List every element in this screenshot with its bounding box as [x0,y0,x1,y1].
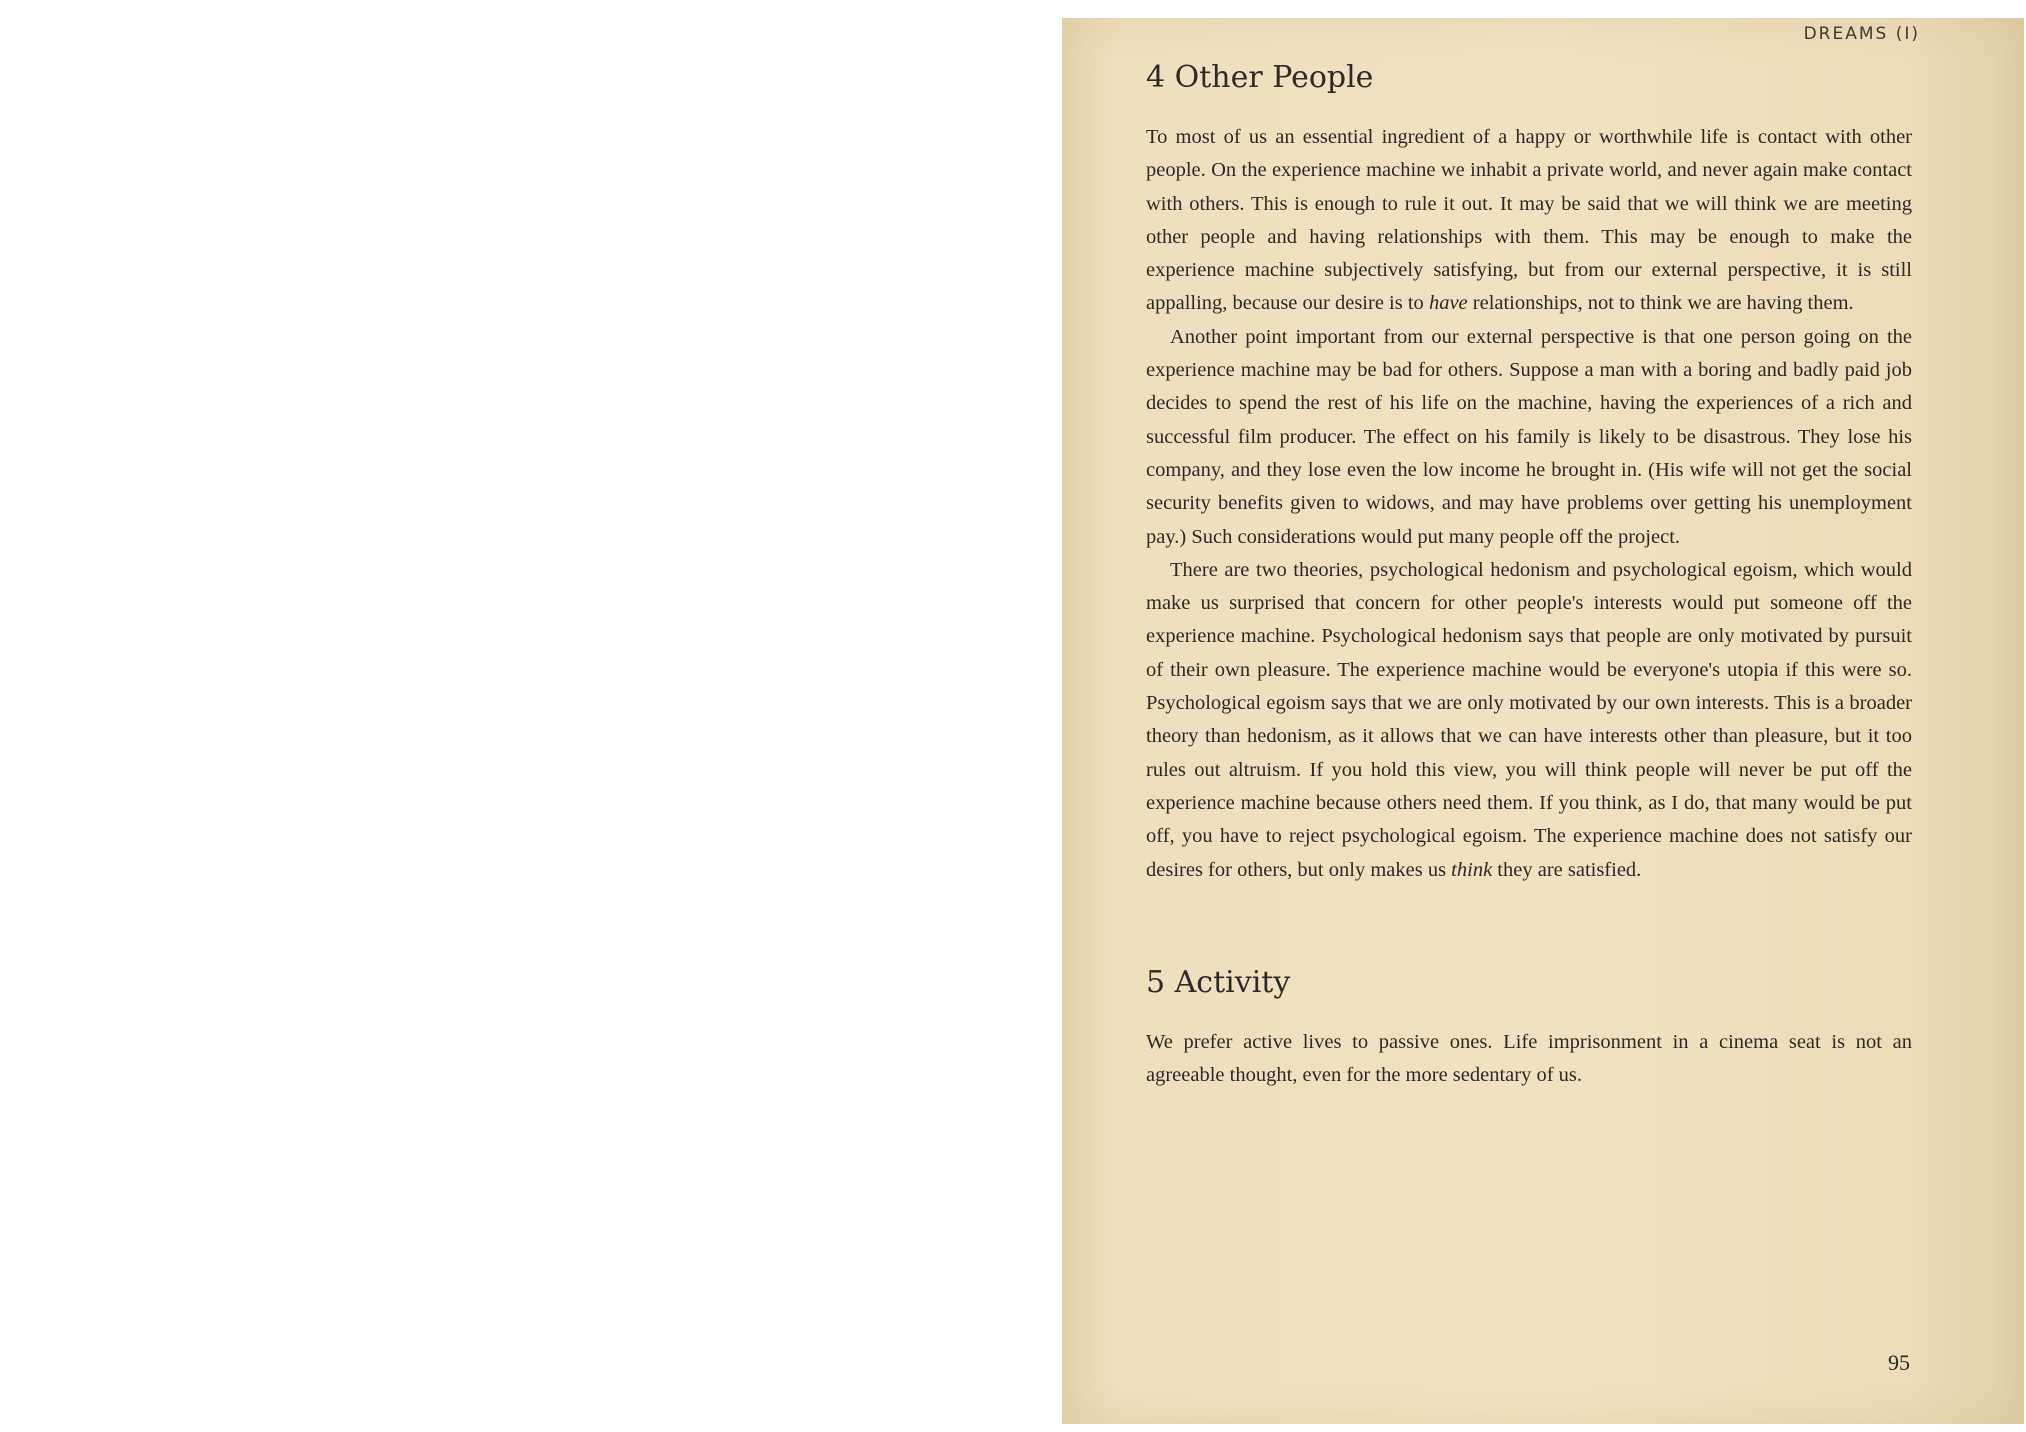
paragraph-2: Another point important from our external perspective is that one person going on the experience machine may be bad for others. Suppose a man with a boring and badly paid job decides to spend the rest of his life on the machine, having the experiences of a rich and successful film producer. The effect on his family is likely to be disastrous. They lose his company, and they lose even the low income he brought in. (His wife will not get the social security benefits given to widows, and may have problems over getting his unemployment pay.) Such considerations would put many people off the project. [1146,325,1912,548]
paragraph-3-emphasis: think [1451,858,1493,881]
paragraph-3 [1146,554,1912,887]
section-title-activity: 5 Activity [1146,964,1291,1000]
paragraph-3-text-b: they are satisfied. [1492,858,1642,881]
paragraph-3-text-a: There are two theories, psychological hedonism and psychological egoism, which would make us surprised that concern for other people's interests would put someone off the experience machine. Psychological hedonism says that people are only motivated by pursuit of their own pleasure. The experience machine would be everyone's utopia if this were so. Psychological egoism says that we are only motivated by our own interests. This is a broader theory than hedonism, as it allows that we can have interests other than pleasure, but it too rules out altruism. If you hold this view, you will think people will never be put off the experience machine because others need them. If you think, as I do, that many would be put off, you have to reject psychological egoism. The experience machine does not satisfy our desires for others, but only makes us [1146,558,1912,881]
running-head: DREAMS (I) [1803,24,1920,44]
paragraph-1-text-b: relationships, not to think we are having them. [1467,292,1854,315]
paragraph-1-emphasis: have [1428,292,1468,315]
section-title-other-people: 4 Other People [1146,60,1374,95]
paragraph-1-text-a: To most of us an essential ingredient of a happy or worthwhile life is contact with other people. On the experience machine we inhabit a private world, and never again make contact with others. This is enough to rule it out. It may be said that we will think we are meeting other people and having relationships with them. This may be enough to make the experience machine subjectively satisfying, but from our external perspective, it is still appalling, because our desire is to [1146,126,1912,315]
paragraph-4: We prefer active lives to passive ones. Life imprisonment in a cinema seat is not an agreeable thought, even for the more sedentary of us. [1146,1030,1912,1087]
page-number: 95 [1888,1350,1910,1375]
section-activity [1146,965,1912,1093]
page-content [1146,60,1912,1092]
paragraph-1 [1146,121,1912,321]
section-other-people [1146,60,1912,887]
